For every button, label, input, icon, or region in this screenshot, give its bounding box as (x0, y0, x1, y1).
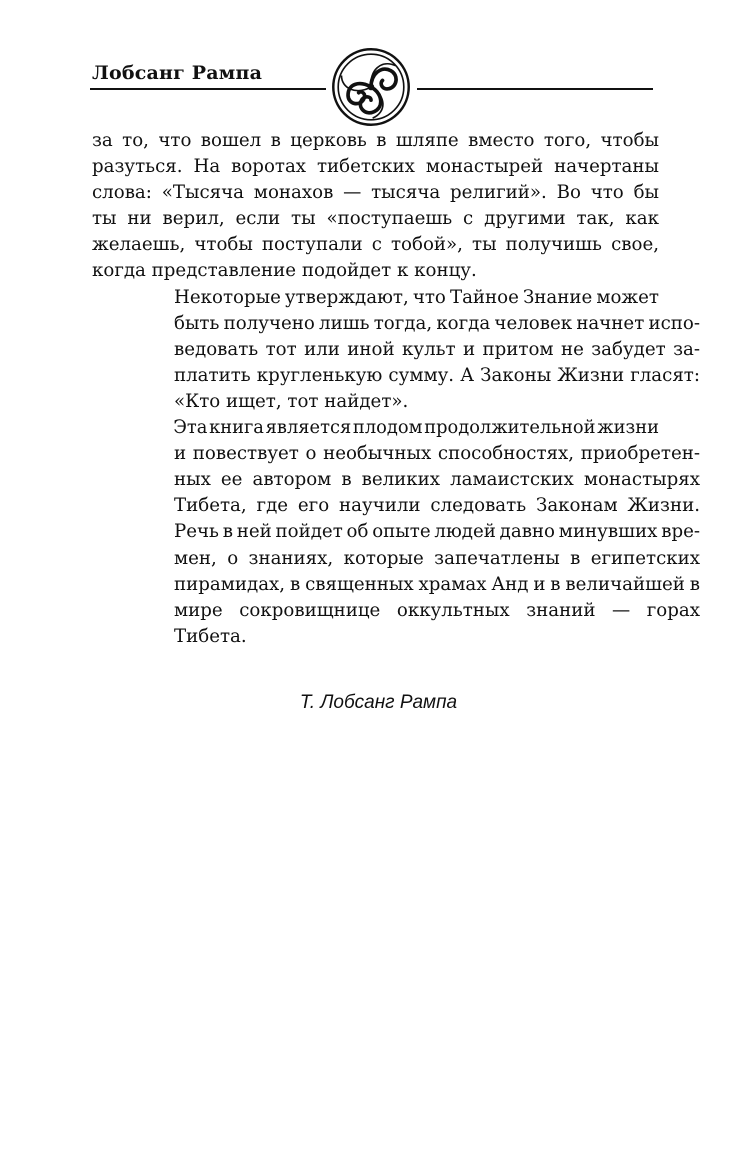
text-line: платить кругленькую сумму. А Законы Жизни гласят: (174, 364, 700, 386)
text-line: желаешь, чтобы поступали с тобой», ты получишь свое, (92, 234, 659, 256)
paragraph-1 (92, 128, 659, 285)
text-line: за то, что вошел в церковь в шляпе вместо того, чтобы (92, 130, 659, 151)
text-line: ведовать тот или иной культ и притом не забудет за- (174, 338, 700, 360)
text-line: пирамидах, в священных храмах Анд и в величайшей в (174, 573, 700, 595)
text-line: Тибета. (174, 625, 247, 647)
text-line: когда представление подойдет к концу. (92, 260, 477, 282)
text-line: Эта книга является плодом продолжительной жизни (173, 417, 659, 439)
author-signature: Т. Лобсанг Рампа (299, 692, 458, 713)
header-rule-right (417, 88, 653, 90)
text-line: Тибета, где его научили следовать Законам Жизни. (174, 495, 700, 517)
text-line: ты ни верил, если ты «поступаешь с другими так, как (92, 208, 659, 230)
text-line: и повествует о необычных способностях, приобретен- (174, 443, 700, 465)
text-line: Речь в ней пойдет об опыте людей давно минувших вре- (174, 521, 700, 543)
paragraph-3 (92, 415, 700, 650)
text-line: быть получено лишь тогда, когда человек начнет испо- (174, 312, 700, 334)
text-line: ных ее автором в великих ламаистских монастырях (174, 469, 700, 491)
text-line: мире сокровищнице оккультных знаний — горах (174, 599, 700, 621)
text-line: слова: «Тысяча монахов — тысяча религий». Во что бы (92, 182, 659, 204)
text-line: «Кто ищет, тот найдет». (174, 390, 409, 412)
header-rule-left (90, 88, 326, 90)
running-header (0, 0, 753, 130)
text-line: мен, о знаниях, которые запечатлены в египетских (174, 547, 700, 569)
text-line: Некоторые утверждают, что Тайное Знание может (174, 286, 659, 308)
body-text (92, 128, 700, 650)
header-author: Лобсанг Рампа (92, 62, 263, 84)
text-line: разуться. На воротах тибетских монастырей начертаны (92, 156, 659, 178)
paragraph-2 (92, 285, 700, 415)
triskelion-emblem-icon (330, 46, 412, 128)
